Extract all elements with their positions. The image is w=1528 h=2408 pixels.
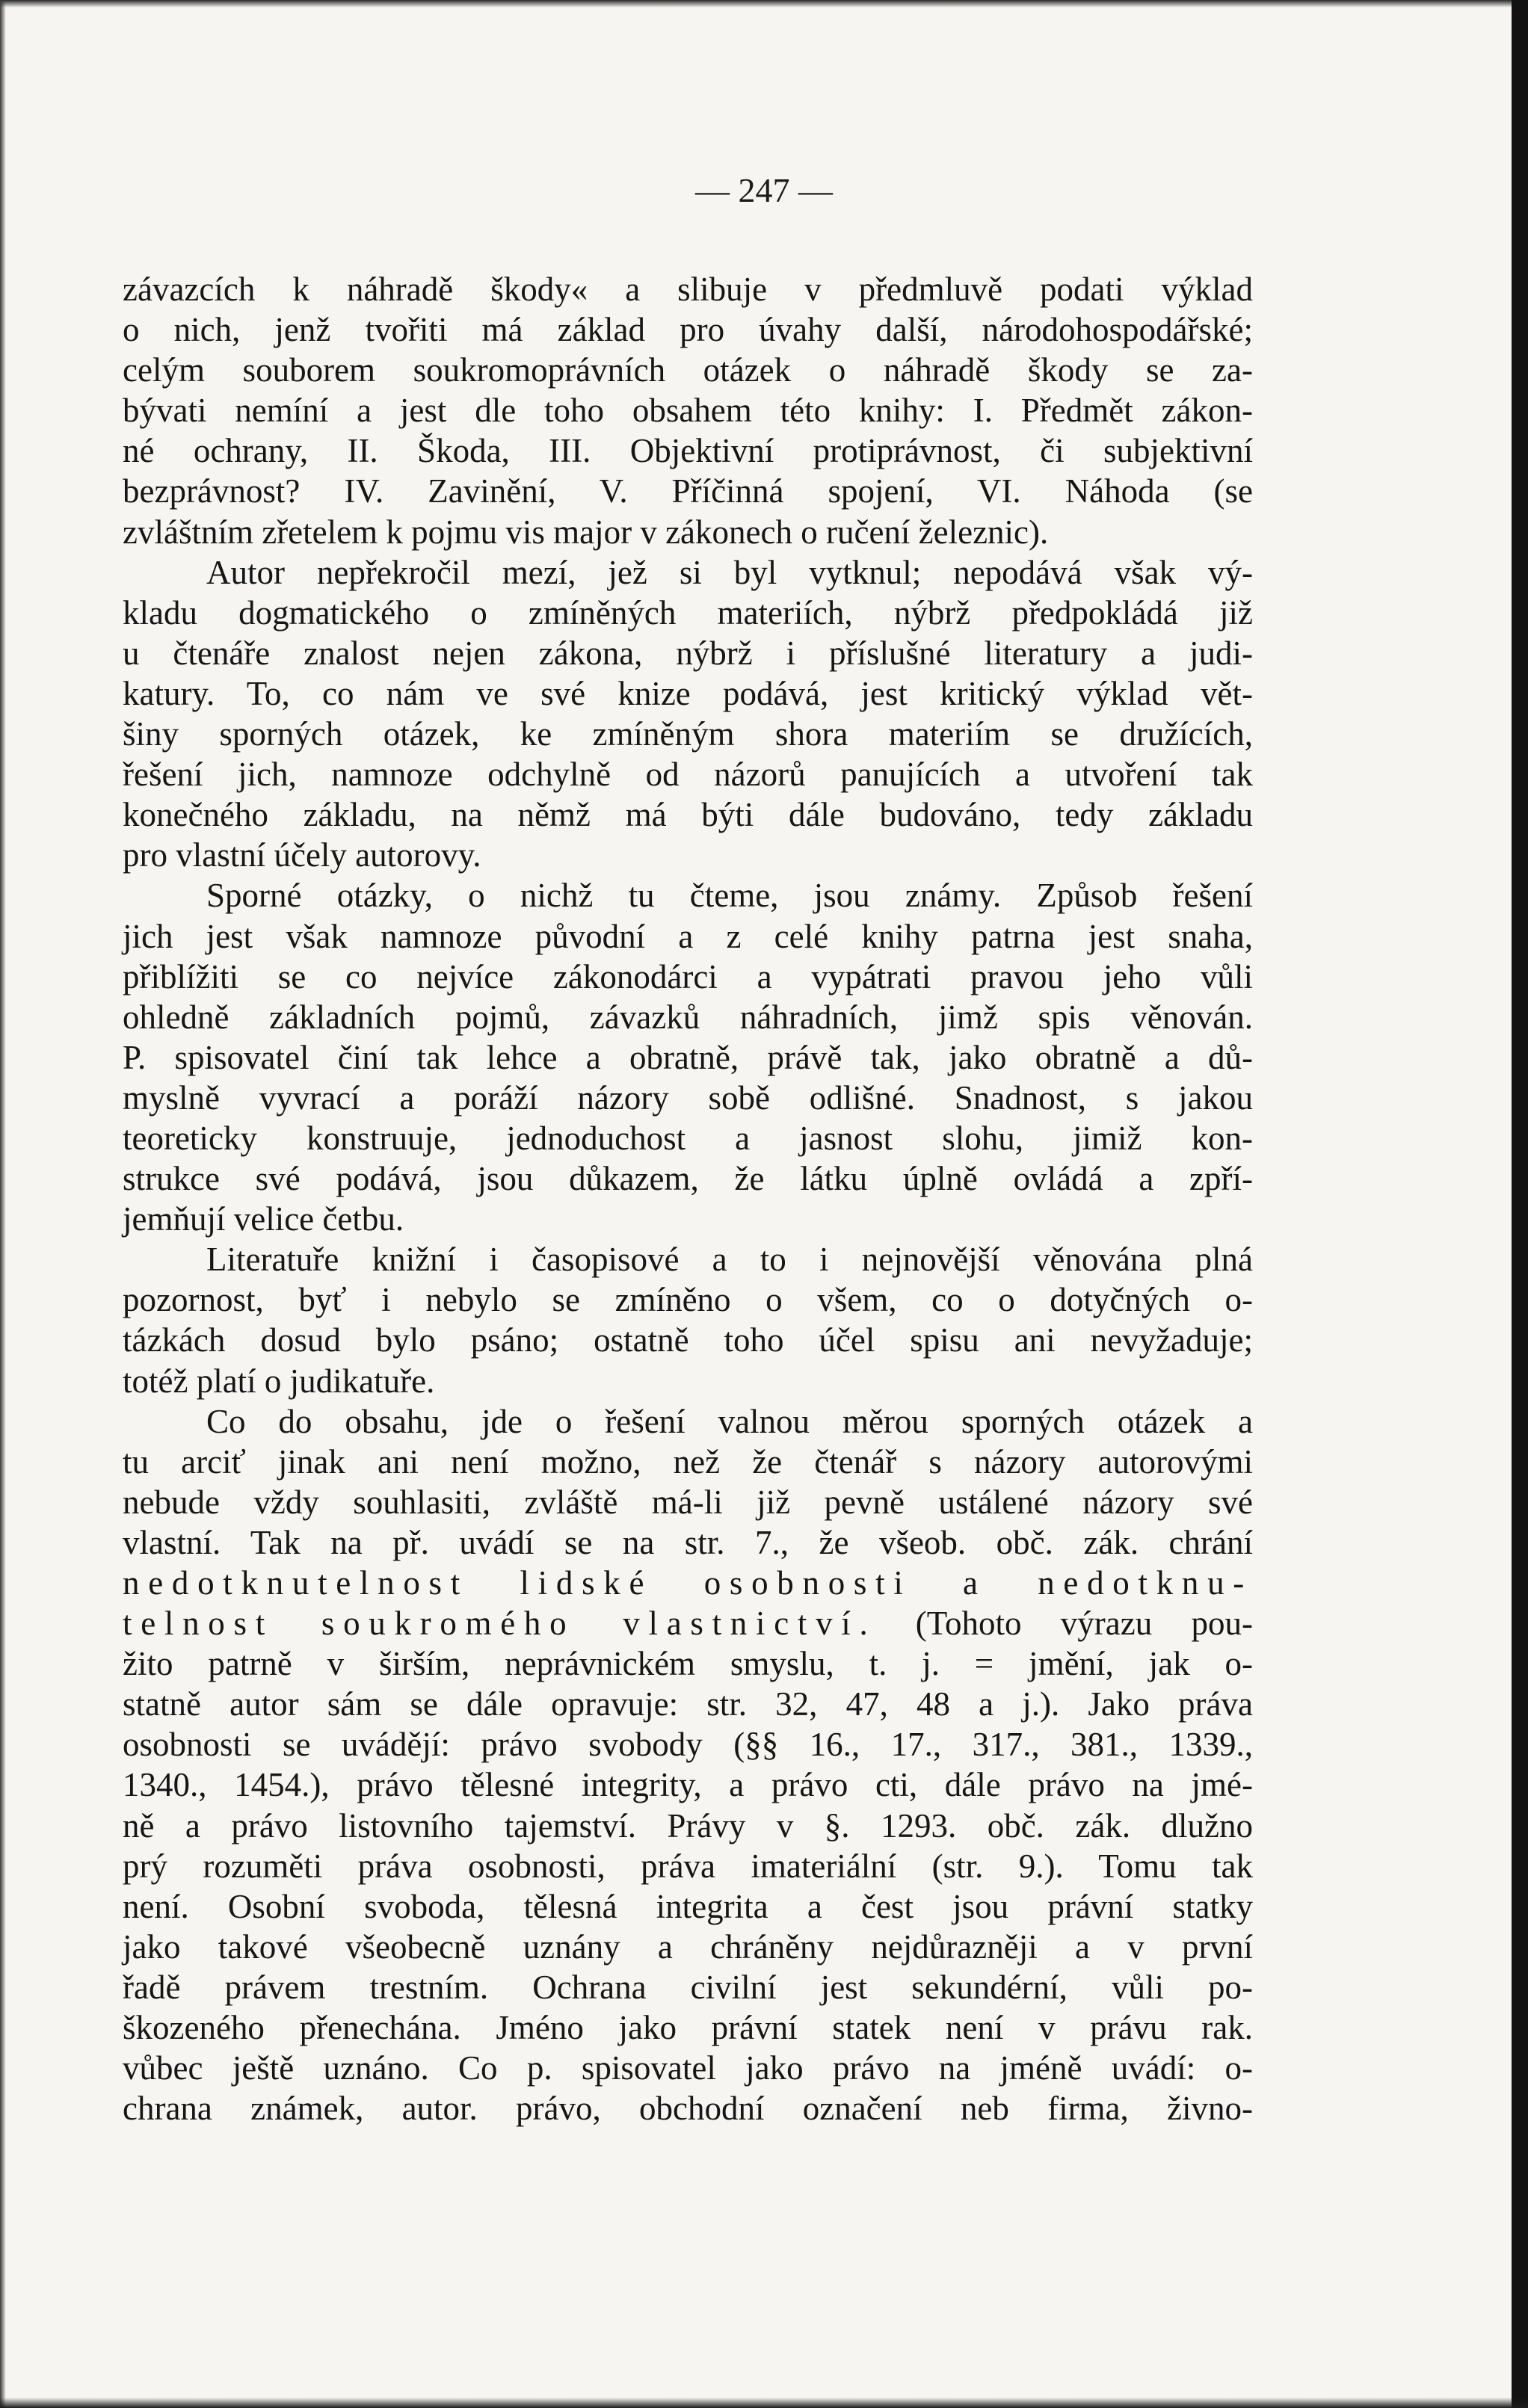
- scan-border-right: [1512, 0, 1528, 2408]
- text-line: ohledně základních pojmů, závazků náhradních, jimž spis věnován.: [123, 998, 1253, 1036]
- page-number: — 247 —: [695, 171, 833, 209]
- emphasized-text: telnost soukromého vlastnictví.: [123, 1605, 877, 1643]
- text-line: [123, 1603, 1253, 1643]
- text-line: nedotknutelnost lidské osobnosti a nedotknu-: [123, 1564, 1253, 1602]
- text-line: P. spisovatel činí tak lehce a obratně, právě tak, jako obratně a dů-: [123, 1038, 1253, 1076]
- text-line: bezprávnost? IV. Zavinění, V. Příčinná spojení, VI. Náhoda (se: [123, 472, 1253, 510]
- text-line: není. Osobní svoboda, tělesná integrita a čest jsou právní statky: [123, 1887, 1253, 1925]
- text-line: chrana známek, autor. právo, obchodní označení neb firma, živno-: [123, 2090, 1253, 2128]
- text-line: vlastní. Tak na př. uvádí se na str. 7., že všeob. obč. zák. chrání: [123, 1523, 1253, 1561]
- text-line: tu arciť jinak ani není možno, než že čtenář s názory autorovými: [123, 1442, 1253, 1481]
- text-line: pro vlastní účely autorovy.: [123, 836, 481, 874]
- text-line: Literatuře knižní i časopisové a to i nejnovější věnována plná: [206, 1241, 1253, 1279]
- text-line: nebude vždy souhlasiti, zvláště má-li již pevně ustálené názory své: [123, 1483, 1253, 1521]
- text-line: katury. To, co nám ve své knize podává, jest kritický výklad vět-: [123, 674, 1253, 712]
- text-line: tázkách dosud bylo psáno; ostatně toho účel spisu ani nevyžaduje;: [123, 1321, 1253, 1359]
- text-line: zvláštním zřetelem k pojmu vis major v zákonech o ručení železnic).: [123, 513, 1049, 551]
- text-line: kladu dogmatického o zmíněných materiích, nýbrž předpokládá již: [123, 593, 1253, 632]
- text-line: 1340., 1454.), právo tělesné integrity, a právo cti, dále právo na jmé-: [123, 1766, 1253, 1804]
- text-line: osobnosti se uvádějí: právo svobody (§§ 16., 17., 317., 381., 1339.,: [123, 1726, 1253, 1764]
- text-line: totéž platí o judikatuře.: [123, 1362, 435, 1400]
- text-line: myslně vyvrací a poráží názory sobě odlišné. Snadnost, s jakou: [123, 1078, 1253, 1117]
- text-line: Autor nepřekročil mezí, jež si byl vytknul; nepodává však vý-: [206, 553, 1253, 591]
- text-line: jemňují velice četbu.: [123, 1200, 404, 1238]
- text-line: Co do obsahu, jde o řešení valnou měrou sporných otázek a: [206, 1402, 1253, 1440]
- text-line: o nich, jenž tvořiti má základ pro úvahy další, národohospodářské;: [123, 311, 1253, 349]
- text-line: prý rozuměti práva osobnosti, práva imateriální (str. 9.). Tomu tak: [123, 1847, 1253, 1885]
- text-line: né ochrany, II. Škoda, III. Objektivní protiprávnost, či subjektivní: [123, 432, 1253, 470]
- text-line: pozornost, byť i nebylo se zmíněno o všem, co o dotyčných o-: [123, 1281, 1253, 1319]
- scan-shadow-left: [0, 0, 6, 2408]
- text-line: teoreticky konstruuje, jednoduchost a jasnost slohu, jimiž kon-: [123, 1119, 1253, 1157]
- text-line: vůbec ještě uznáno. Co p. spisovatel jako právo na jméně uvádí: o-: [123, 2049, 1253, 2087]
- scan-shadow-top: [0, 0, 1528, 7]
- text-line: přiblížiti se co nejvíce zákonodárci a vypátrati pravou jeho vůli: [123, 957, 1253, 995]
- text-line: jich jest však namnoze původní a z celé knihy patrna jest snaha,: [123, 917, 1253, 955]
- text-run: (Tohoto výrazu pou-: [876, 1605, 1253, 1643]
- text-line: řadě právem trestním. Ochrana civilní jest sekundérní, vůli po-: [123, 1968, 1253, 2006]
- text-line: statně autor sám se dále opravuje: str. 32, 47, 48 a j.). Jako práva: [123, 1685, 1253, 1723]
- text-line: u čtenáře znalost nejen zákona, nýbrž i příslušné literatury a judi-: [123, 634, 1253, 672]
- text-line: řešení jich, namnoze odchylně od názorů panujících a utvoření tak: [123, 756, 1253, 794]
- text-line: škozeného přenechána. Jméno jako právní statek není v právu rak.: [123, 2009, 1253, 2047]
- text-line: celým souborem soukromoprávních otázek o náhradě škody se za-: [123, 351, 1253, 389]
- text-line: Sporné otázky, o nichž tu čteme, jsou známy. Způsob řešení: [206, 877, 1253, 915]
- text-line: ně a právo listovního tajemství. Právy v §. 1293. obč. zák. dlužno: [123, 1806, 1253, 1844]
- text-line: bývati nemíní a jest dle toho obsahem této knihy: I. Předmět zákon-: [123, 392, 1253, 430]
- body-text: [123, 269, 1253, 2128]
- scan-shadow-bottom: [0, 2398, 1528, 2408]
- text-line: jako takové všeobecně uznány a chráněny nejdůrazněji a v první: [123, 1927, 1253, 1966]
- text-line: šiny sporných otázek, ke zmíněným shora materiím se družících,: [123, 715, 1253, 753]
- text-line: strukce své podává, jsou důkazem, že látku úplně ovládá a zpří-: [123, 1160, 1253, 1198]
- text-line: žito patrně v širším, neprávnickém smyslu, t. j. = jmění, jak o-: [123, 1645, 1253, 1683]
- text-line: konečného základu, na němž má býti dále budováno, tedy základu: [123, 796, 1253, 834]
- text-line: závazcích k náhradě škody« a slibuje v předmluvě podati výklad: [123, 271, 1253, 308]
